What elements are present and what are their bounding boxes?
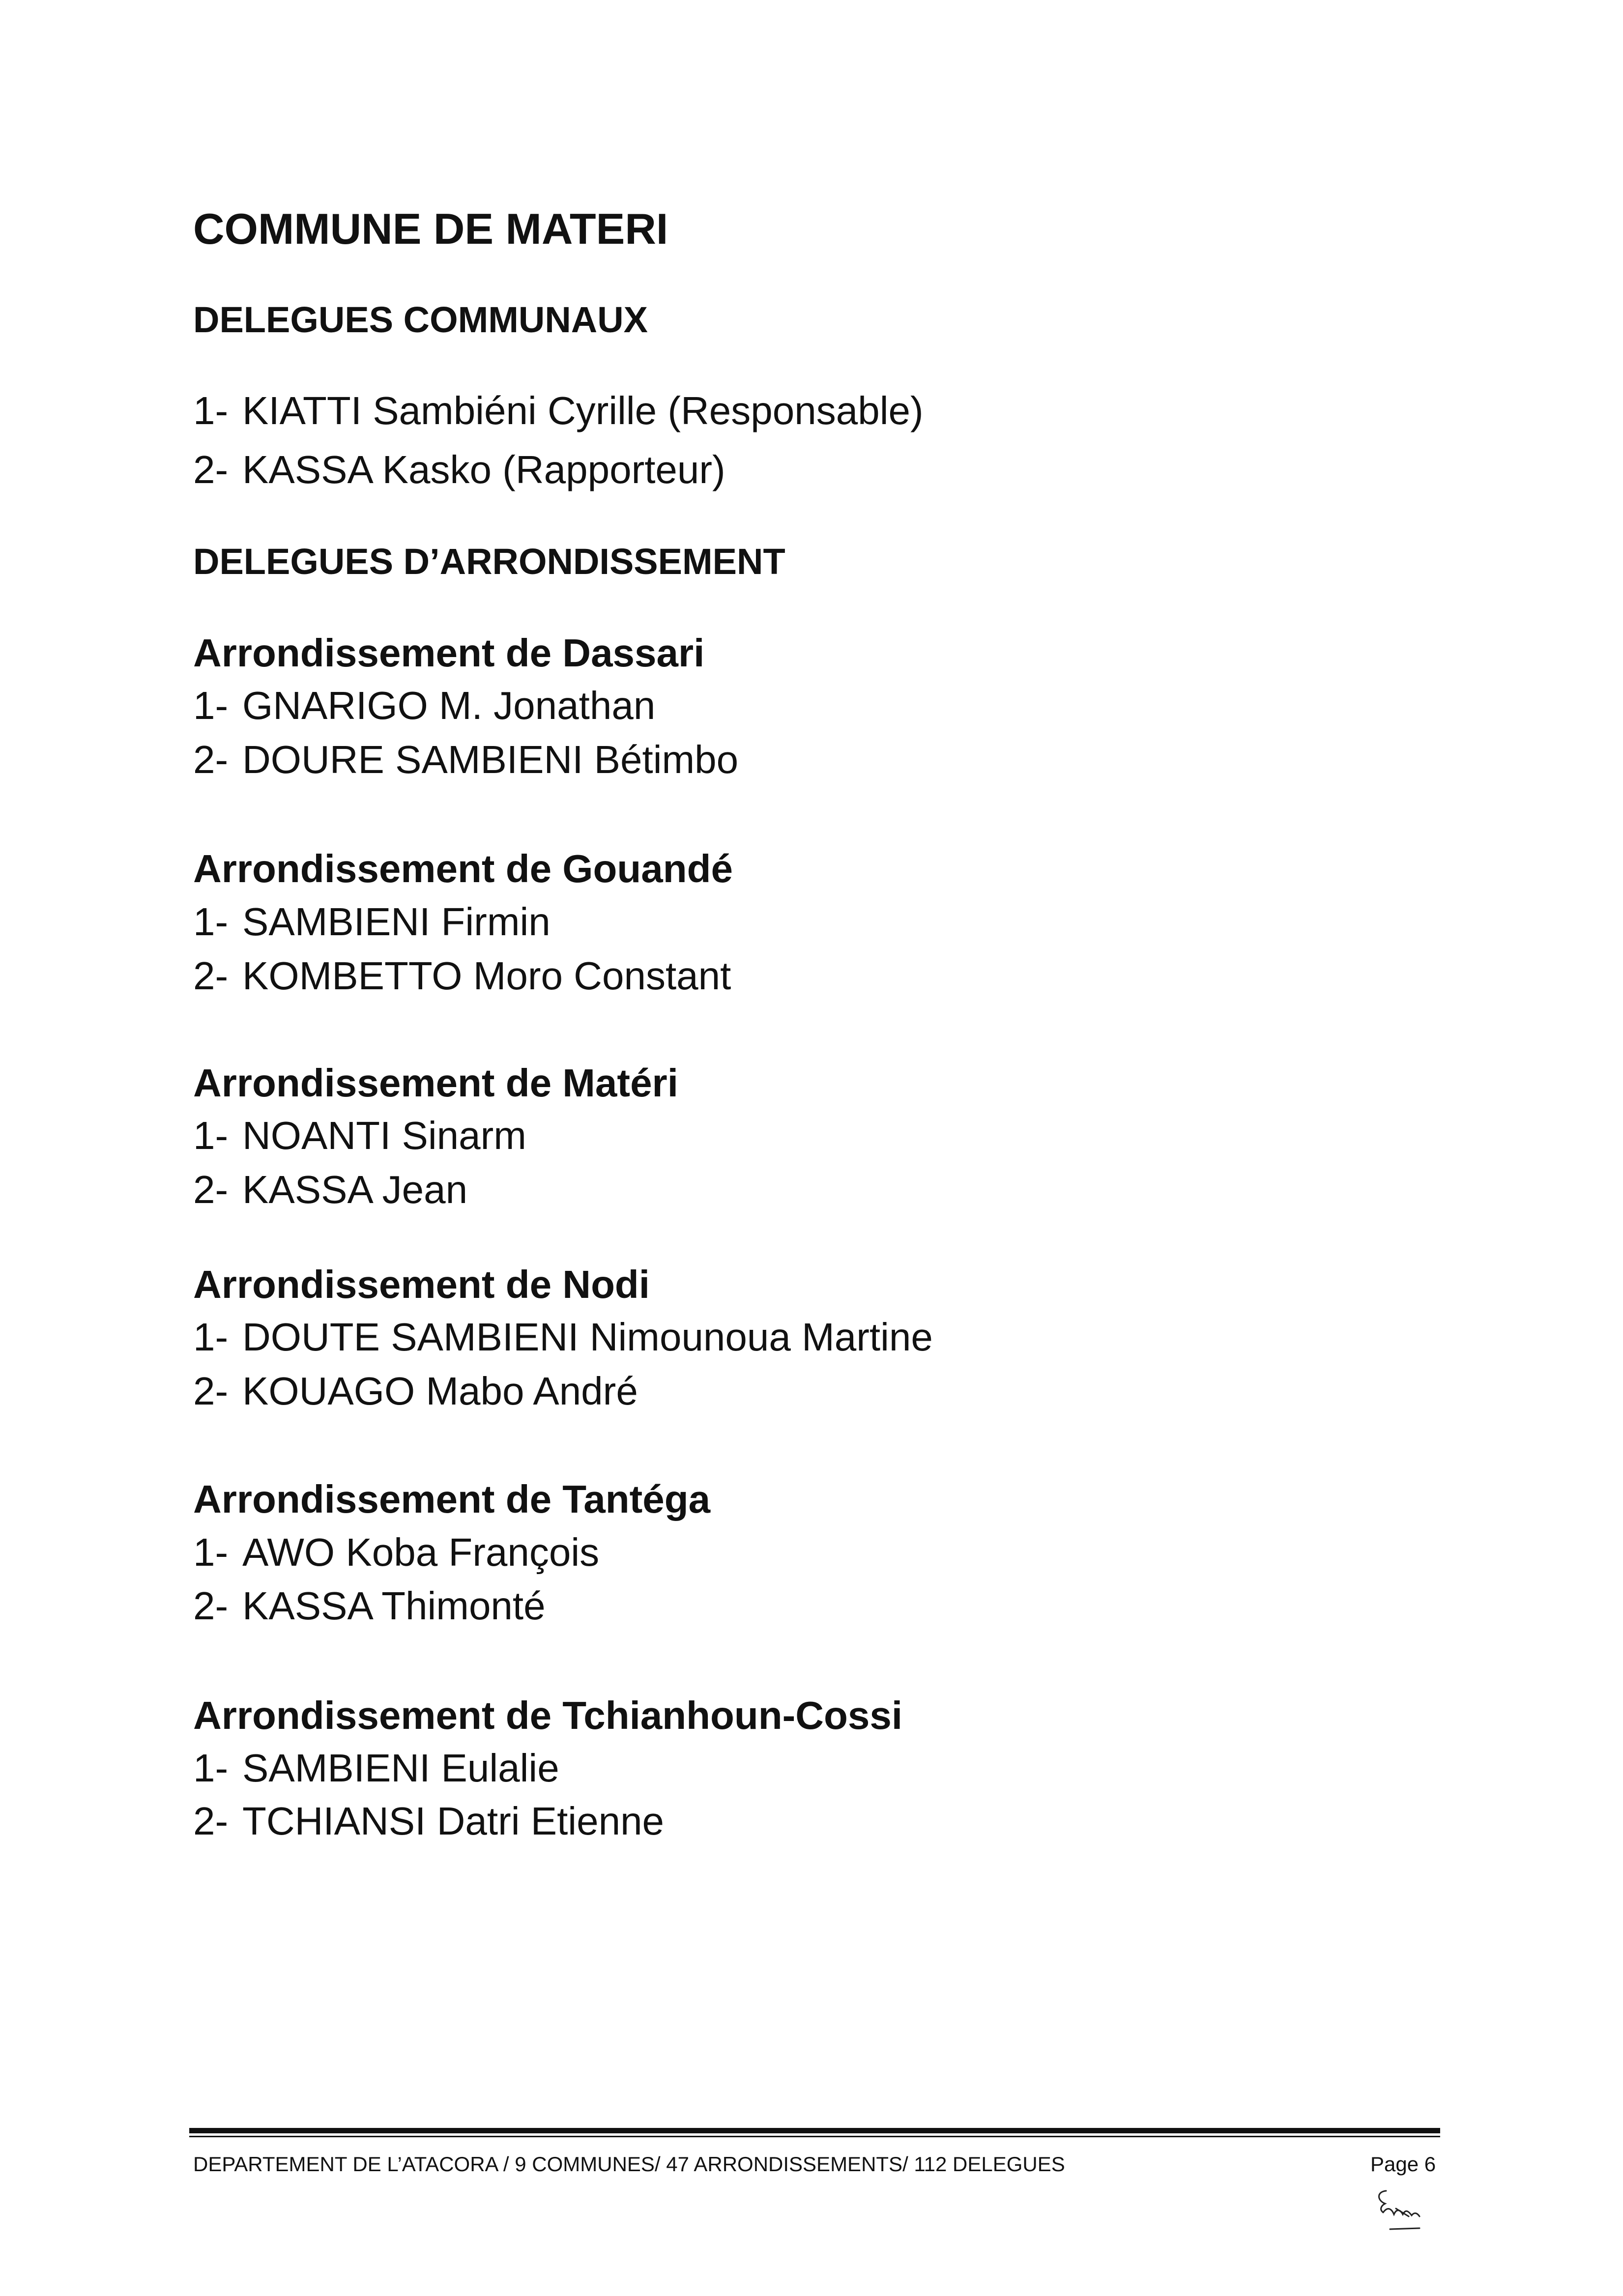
item-number: 1- <box>193 1114 229 1157</box>
arrondissement-delegate-item <box>193 953 731 999</box>
item-number: 2- <box>193 1799 229 1843</box>
communal-delegate-item <box>193 447 725 492</box>
communal-delegate-item <box>193 388 924 433</box>
footer-rule-thick <box>189 2128 1440 2133</box>
item-number: 2- <box>193 1168 229 1211</box>
arrondissement-delegate-item <box>193 899 551 945</box>
page-number: Page 6 <box>1370 2152 1436 2176</box>
arrondissement-delegate-item <box>193 1746 559 1791</box>
arrondissement-title: Arrondissement de Nodi <box>193 1263 650 1306</box>
item-number: 2- <box>193 1584 229 1628</box>
arrondissement-delegate-item <box>193 737 738 782</box>
arrondissement-delegate-item <box>193 1530 599 1575</box>
item-name: GNARIGO M. Jonathan <box>242 684 656 727</box>
item-number: 2- <box>193 448 229 491</box>
item-name: SAMBIENI Eulalie <box>242 1746 559 1790</box>
communal-delegates-heading: DELEGUES COMMUNAUX <box>193 299 648 340</box>
item-name: TCHIANSI Datri Etienne <box>242 1799 665 1843</box>
item-name: KIATTI Sambiéni Cyrille (Responsable) <box>242 389 924 432</box>
page-title: COMMUNE DE MATERI <box>193 204 668 253</box>
item-number: 2- <box>193 1369 229 1413</box>
arrondissement-delegate-item <box>193 1583 546 1629</box>
item-name: KASSA Jean <box>242 1168 468 1211</box>
arrondissement-delegate-item <box>193 1799 664 1844</box>
item-name: DOURE SAMBIENI Bétimbo <box>242 738 739 781</box>
arrondissement-delegate-item <box>193 683 655 728</box>
item-number: 1- <box>193 900 229 944</box>
arrondissement-delegate-item <box>193 1167 467 1212</box>
footer-rule-thin <box>189 2136 1440 2137</box>
arrondissement-title: Arrondissement de Dassari <box>193 631 705 675</box>
footer-text: DEPARTEMENT DE L’ATACORA / 9 COMMUNES/ 47 ARRONDISSEMENTS/ 112 DELEGUES <box>193 2152 1065 2176</box>
arrondissement-title: Arrondissement de Tchianhoun-Cossi <box>193 1693 903 1737</box>
item-name: NOANTI Sinarm <box>242 1114 526 1157</box>
arrondissement-title: Arrondissement de Tantéga <box>193 1477 711 1521</box>
item-name: AWO Koba François <box>242 1530 600 1574</box>
item-number: 1- <box>193 1315 229 1359</box>
item-number: 2- <box>193 954 229 998</box>
handwritten-signature-icon <box>1366 2186 1430 2240</box>
item-name: KASSA Kasko (Rapporteur) <box>242 448 725 491</box>
item-number: 2- <box>193 738 229 781</box>
arrondissement-delegate-item <box>193 1113 526 1158</box>
arrondissement-delegates-heading: DELEGUES D’ARRONDISSEMENT <box>193 541 785 582</box>
arrondissement-title: Arrondissement de Gouandé <box>193 847 733 890</box>
item-name: SAMBIENI Firmin <box>242 900 551 944</box>
item-number: 1- <box>193 389 229 432</box>
item-name: KOMBETTO Moro Constant <box>242 954 731 998</box>
arrondissement-delegate-item <box>193 1315 933 1360</box>
item-number: 1- <box>193 1746 229 1790</box>
item-number: 1- <box>193 684 229 727</box>
item-name: KASSA Thimonté <box>242 1584 546 1628</box>
item-name: KOUAGO Mabo André <box>242 1369 638 1413</box>
arrondissement-title: Arrondissement de Matéri <box>193 1061 678 1105</box>
item-number: 1- <box>193 1530 229 1574</box>
item-name: DOUTE SAMBIENI Nimounoua Martine <box>242 1315 933 1359</box>
arrondissement-delegate-item <box>193 1369 638 1414</box>
